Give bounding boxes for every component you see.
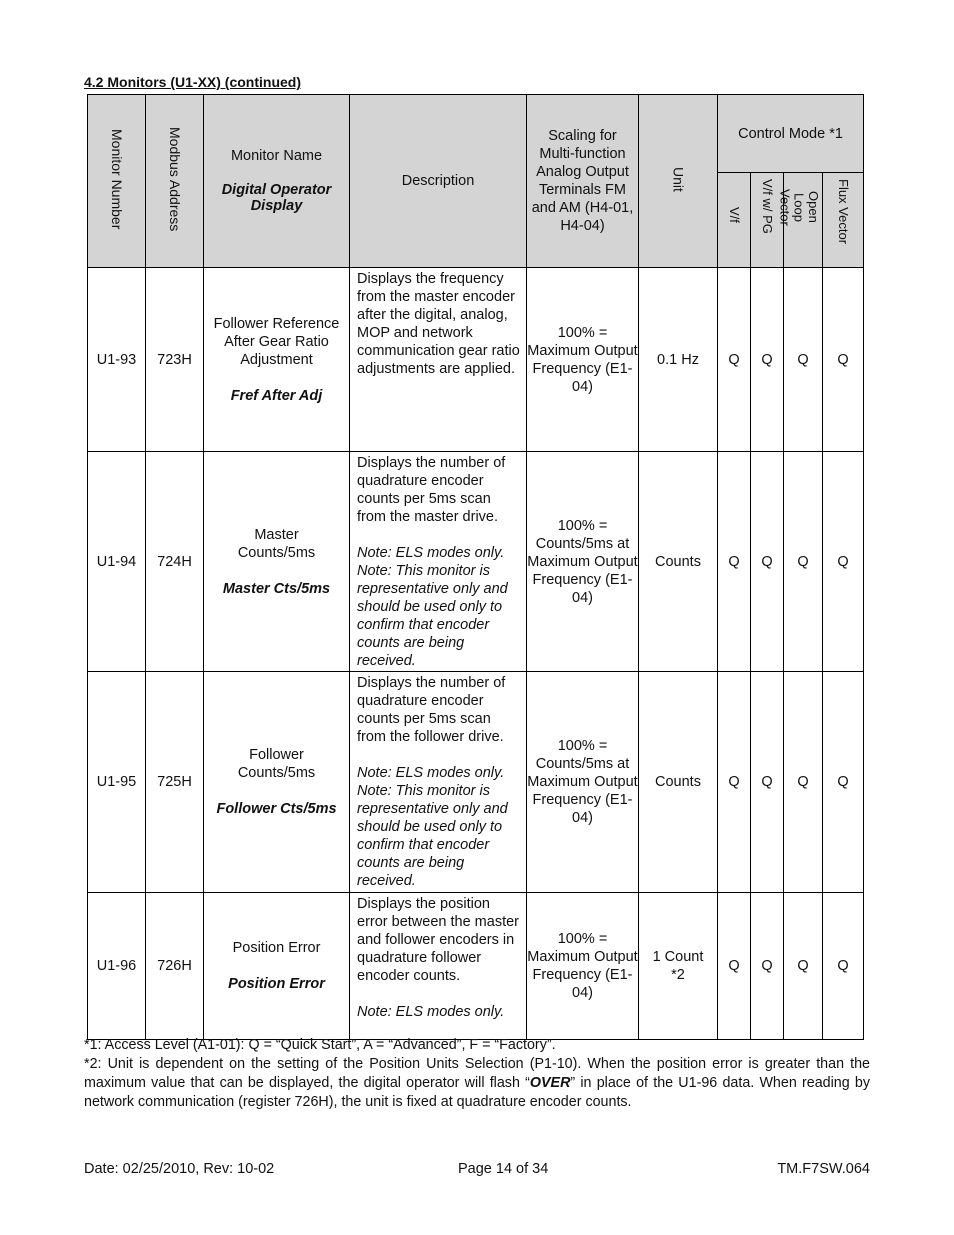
header-digital-operator-display: Digital Operator Display <box>221 182 332 214</box>
scaling: 100% = Maximum Output Frequency (E1-04) <box>527 268 639 452</box>
footnote-2: *2: Unit is dependent on the setting of the Position Units Selection (P1-10). When the position error is greater than the maximum value that can be displayed, the digital operator will flash “OVER” in place of the U1-96 data. When reading by network communication (register 726H), the unit is fixed at quadrature encoder counts. <box>84 1056 870 1110</box>
section-title: 4.2 Monitors (U1-XX) (continued) <box>84 74 301 90</box>
header-monitor-number: Monitor Number <box>88 95 146 268</box>
header-monitor-name: Monitor Name Digital Operator Display <box>204 95 350 268</box>
unit: 1 Count *2 <box>639 893 718 1040</box>
monitor-name: Position Error Position Error <box>204 893 350 1040</box>
header-mode-flux: Flux Vector <box>823 173 864 268</box>
monitor-name: Master Counts/5ms Master Cts/5ms <box>204 452 350 672</box>
mode-vf-pg: Q <box>751 452 784 672</box>
digital-operator-display: Position Error <box>228 976 325 992</box>
mode-vf: Q <box>718 893 751 1040</box>
modbus-address: 726H <box>146 893 204 1040</box>
table-row <box>88 672 864 893</box>
monitor-number: U1-95 <box>88 672 146 893</box>
mode-vf: Q <box>718 268 751 452</box>
header-mode-vf-pg: V/f w/ PG <box>751 173 784 268</box>
table-row <box>88 452 864 672</box>
description: Displays the number of quadrature encoder counts per 5ms scan from the master drive. Note: ELS modes only. Note: This monitor is representative only and should be used only to confirm that encoder counts are being received. <box>350 452 527 672</box>
mode-vf-pg: Q <box>751 893 784 1040</box>
scaling: 100% = Counts/5ms at Maximum Output Frequency (E1-04) <box>527 672 639 893</box>
description-note: Note: ELS modes only. <box>357 1004 505 1020</box>
mode-flux: Q <box>823 893 864 1040</box>
digital-operator-display: Fref After Adj <box>230 387 323 404</box>
table-row <box>88 893 864 1040</box>
monitor-number: U1-96 <box>88 893 146 1040</box>
monitor-name: Follower Counts/5ms Follower Cts/5ms <box>204 672 350 893</box>
mode-olv: Q <box>784 893 823 1040</box>
mode-olv: Q <box>784 452 823 672</box>
unit: 0.1 Hz <box>639 268 718 452</box>
modbus-address: 724H <box>146 452 204 672</box>
description-note: Note: ELS modes only. Note: This monitor is representative only and should be used only to confirm that encoder counts are being received. <box>357 545 508 669</box>
monitor-number: U1-94 <box>88 452 146 672</box>
mode-olv: Q <box>784 672 823 893</box>
table-row <box>88 268 864 452</box>
mode-vf-pg: Q <box>751 268 784 452</box>
description: Displays the position error between the master and follower encoders in quadrature follower encoder counts. Note: ELS modes only. <box>350 893 527 1040</box>
description: Displays the number of quadrature encoder counts per 5ms scan from the follower drive. Note: ELS modes only. Note: This monitor is representative only and should be used only to confirm that encoder counts are being received. <box>350 672 527 893</box>
footer-page-number: Page 14 of 34 <box>458 1161 549 1177</box>
header-scaling: Scaling for Multi-function Analog Output Terminals FM and AM (H4-01, H4-04) <box>527 95 639 268</box>
header-mode-vf: V/f <box>718 173 751 268</box>
header-description: Description <box>350 95 527 268</box>
monitor-name: Follower Reference After Gear Ratio Adjustment Fref After Adj <box>204 268 350 452</box>
modbus-address: 723H <box>146 268 204 452</box>
digital-operator-display: Follower Cts/5ms <box>216 801 337 817</box>
footnotes <box>84 1036 870 1112</box>
footnote-1: *1: Access Level (A1-01): Q = “Quick Start”, A = “Advanced”, F = “Factory”. <box>84 1037 556 1053</box>
mode-flux: Q <box>823 452 864 672</box>
scaling: 100% = Maximum Output Frequency (E1-04) <box>527 893 639 1040</box>
mode-flux: Q <box>823 268 864 452</box>
description: Displays the frequency from the master encoder after the digital, analog, MOP and network communication gear ratio adjustments are applied. <box>350 268 527 452</box>
scaling: 100% = Counts/5ms at Maximum Output Frequency (E1-04) <box>527 452 639 672</box>
mode-vf: Q <box>718 672 751 893</box>
over-text: OVER <box>529 1075 571 1091</box>
header-mode-olv: Open Loop Vector <box>784 173 823 268</box>
header-control-mode: Control Mode *1 <box>718 95 864 173</box>
unit: Counts <box>639 672 718 893</box>
header-unit: Unit <box>639 95 718 268</box>
description-note: Note: ELS modes only. Note: This monitor is representative only and should be used only to confirm that encoder counts are being received. <box>357 765 508 889</box>
modbus-address: 725H <box>146 672 204 893</box>
footer-date: Date: 02/25/2010, Rev: 10-02 <box>84 1161 275 1177</box>
mode-olv: Q <box>784 268 823 452</box>
mode-vf-pg: Q <box>751 672 784 893</box>
mode-flux: Q <box>823 672 864 893</box>
monitor-number: U1-93 <box>88 268 146 452</box>
footer-doc-id: TM.F7SW.064 <box>777 1161 870 1177</box>
mode-vf: Q <box>718 452 751 672</box>
digital-operator-display: Master Cts/5ms <box>222 580 331 597</box>
unit: Counts <box>639 452 718 672</box>
header-modbus-address: Modbus Address <box>146 95 204 268</box>
monitors-table <box>87 94 864 1040</box>
